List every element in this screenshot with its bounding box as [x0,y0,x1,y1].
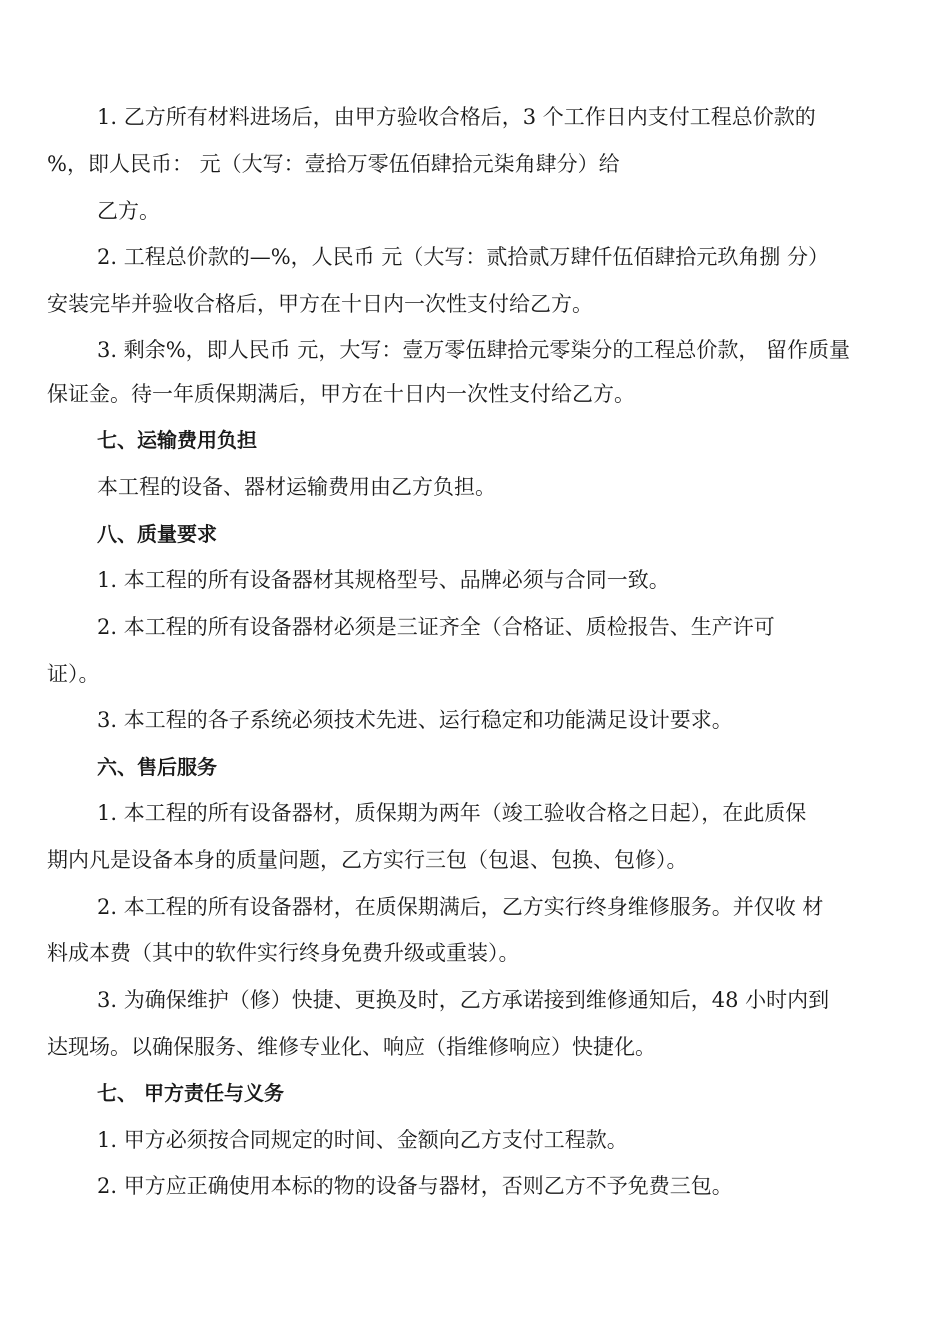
after-sales-clause-2-line-2: 料成本费（其中的软件实行终身免费升级或重装）。 [47,941,520,965]
quality-clause-2-line-1: 2. 本工程的所有设备器材必须是三证齐全（合格证、质检报告、生产许可 [97,615,775,639]
payment-clause-2-line-1: 2. 工程总价款的—%，人民币 元（大写：贰拾贰万肆仟伍佰肆拾元玖角捌 分） [97,245,830,269]
after-sales-clause-1-line-2: 期内凡是设备本身的质量问题，乙方实行三包（包退、包换、包修）。 [47,848,688,872]
payment-clause-3-line-2: 保证金。待一年质保期满后，甲方在十日内一次性支付给乙方。 [47,382,635,406]
after-sales-clause-3-line-1: 3. 为确保维护（修）快捷、更换及时，乙方承诺接到维修通知后，48 小时内到 [97,988,830,1012]
party-a-clause-2: 2. 甲方应正确使用本标的物的设备与器材，否则乙方不予免费三包。 [97,1174,733,1198]
payment-clause-1-line-2: %，即人民币： 元（大写：壹拾万零伍佰肆拾元柒角肆分）给 [47,152,620,176]
quality-clause-2-line-2: 证）。 [47,662,100,686]
section-heading-party-a-duties: 七、 甲方责任与义务 [97,1081,284,1105]
quality-clause-1: 1. 本工程的所有设备器材其规格型号、品牌必须与合同一致。 [97,568,670,592]
payment-clause-3-line-1: 3. 剩余%，即人民币 元，大写：壹万零伍肆拾元零柒分的工程总价款， 留作质量 [97,338,851,362]
section-heading-transport: 七、运输费用负担 [97,428,257,452]
section-heading-after-sales: 六、售后服务 [97,755,217,779]
party-a-clause-1: 1. 甲方必须按合同规定的时间、金额向乙方支付工程款。 [97,1128,628,1152]
after-sales-clause-1-line-1: 1. 本工程的所有设备器材，质保期为两年（竣工验收合格之日起），在此质保 [97,801,807,825]
section-heading-quality: 八、质量要求 [97,522,217,546]
payment-clause-1-line-1: 1. 乙方所有材料进场后，由甲方验收合格后，3 个工作日内支付工程总价款的 [97,105,816,129]
after-sales-clause-3-line-2: 达现场。以确保服务、维修专业化、响应（指维修响应）快捷化。 [47,1035,656,1059]
payment-clause-1-line-3: 乙方。 [97,199,160,223]
transport-clause: 本工程的设备、器材运输费用由乙方负担。 [97,475,496,499]
payment-clause-2-line-2: 安装完毕并验收合格后，甲方在十日内一次性支付给乙方。 [47,292,593,316]
quality-clause-3: 3. 本工程的各子系统必须技术先进、运行稳定和功能满足设计要求。 [97,708,733,732]
after-sales-clause-2-line-1: 2. 本工程的所有设备器材，在质保期满后，乙方实行终身维修服务。并仅收 材 [97,895,824,919]
